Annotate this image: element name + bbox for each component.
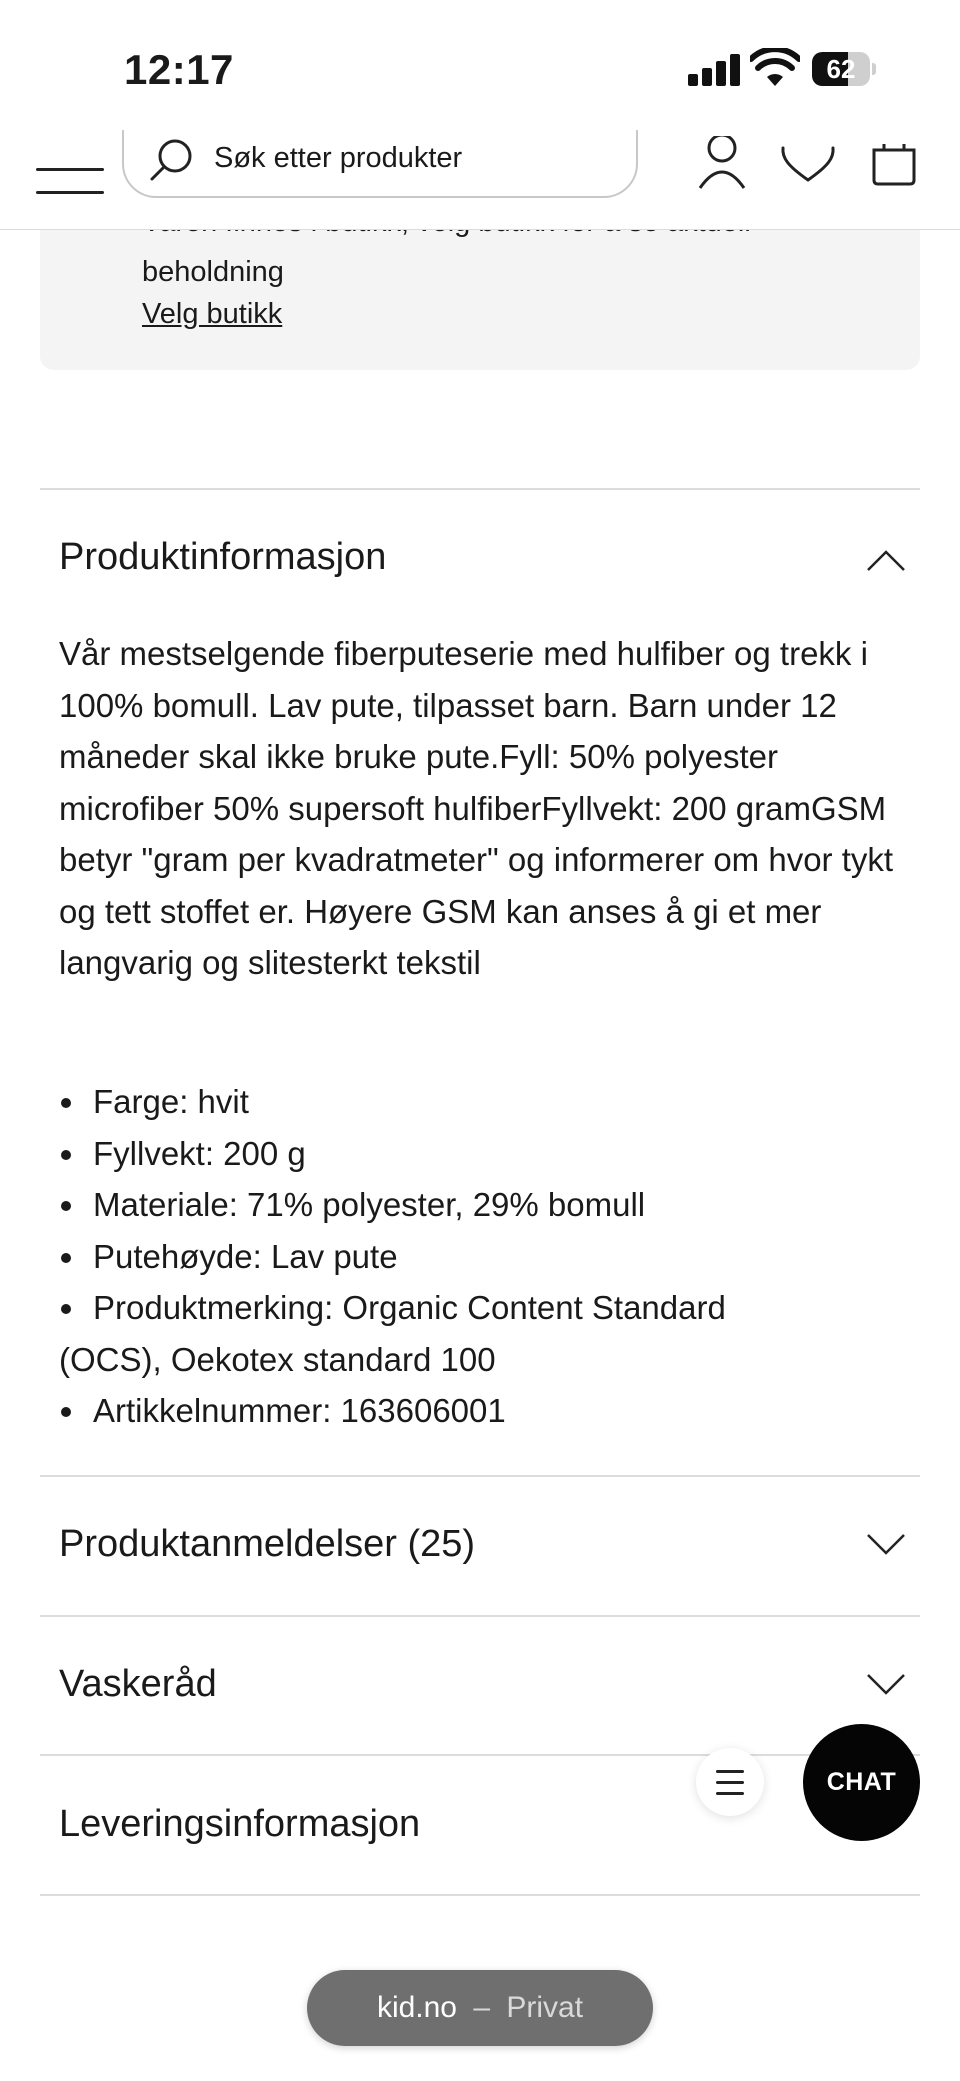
washing-accordion-title[interactable]: Vaskeråd xyxy=(59,1663,217,1705)
chevron-down-icon[interactable] xyxy=(866,1533,906,1557)
search-icon xyxy=(148,136,198,186)
chat-button[interactable]: CHAT xyxy=(803,1724,920,1841)
browser-address-pill[interactable] xyxy=(307,1970,653,2046)
spec-item: Fyllvekt: 200 g xyxy=(59,1128,919,1180)
search-input[interactable] xyxy=(122,130,638,198)
chevron-up-icon[interactable] xyxy=(866,548,906,572)
divider xyxy=(40,1615,920,1617)
spec-marking-text-2: (OCS), Oekotex standard 100 xyxy=(59,1340,496,1378)
menu-icon xyxy=(716,1770,744,1773)
spec-item: Putehøyde: Lav pute xyxy=(59,1231,919,1283)
spec-item: Materiale: 71% polyester, 29% bomull xyxy=(59,1179,919,1231)
divider xyxy=(40,1894,920,1896)
chevron-down-icon[interactable] xyxy=(866,1673,906,1697)
store-availability-box xyxy=(40,230,920,370)
product-specs-list xyxy=(59,1076,919,1437)
divider xyxy=(40,1754,920,1756)
store-availability-text-2: beholdning xyxy=(142,256,284,288)
delivery-accordion-title[interactable]: Leveringsinformasjon xyxy=(59,1803,421,1845)
product-info-title[interactable]: Produktinformasjon xyxy=(59,536,387,578)
spec-item-article-number: Artikkelnummer: 163606001 xyxy=(59,1385,919,1437)
product-description: Vår mestselgende fiberputeserie med hulfiber og trekk i 100% bomull. Lav pute, tilpasset barn. Barn under 12 måneder skal ikke bruke pute.Fyll: 50% polyester microfiber 50% supersoft hulfiberFyllvekt: 200 gramGSM betyr "gram per kvadratmeter" og informerer om hvor tykt og tett stoffet er. Høyere GSM kan anses å gi et mer langvarig og slitesterkt tekstil xyxy=(59,635,894,981)
cellular-signal-icon xyxy=(688,54,740,86)
status-bar xyxy=(0,0,960,130)
url-separator: – xyxy=(473,1991,491,2024)
menu-icon[interactable] xyxy=(36,154,104,206)
divider xyxy=(40,1475,920,1477)
heart-icon[interactable] xyxy=(780,136,836,196)
site-header xyxy=(0,130,960,230)
user-icon[interactable] xyxy=(696,136,748,196)
url-domain: kid.no xyxy=(376,1991,457,2024)
battery-icon xyxy=(812,52,876,88)
choose-store-link[interactable]: Velg butikk xyxy=(142,298,283,330)
spec-marking-text: Produktmerking: Organic Content Standard xyxy=(93,1289,726,1326)
private-mode-label: Privat xyxy=(506,1991,584,2024)
bag-icon[interactable] xyxy=(868,136,920,196)
spec-item: Farge: hvit xyxy=(59,1076,919,1128)
divider xyxy=(40,488,920,490)
search-placeholder: Søk etter produkter xyxy=(214,142,463,174)
battery-level: 62 xyxy=(826,54,856,84)
spec-item-marking xyxy=(59,1282,919,1385)
floating-menu-button[interactable] xyxy=(696,1748,764,1816)
wifi-icon xyxy=(750,48,800,88)
status-time: 12:17 xyxy=(124,46,234,93)
reviews-accordion-title[interactable]: Produktanmeldelser (25) xyxy=(59,1523,476,1565)
